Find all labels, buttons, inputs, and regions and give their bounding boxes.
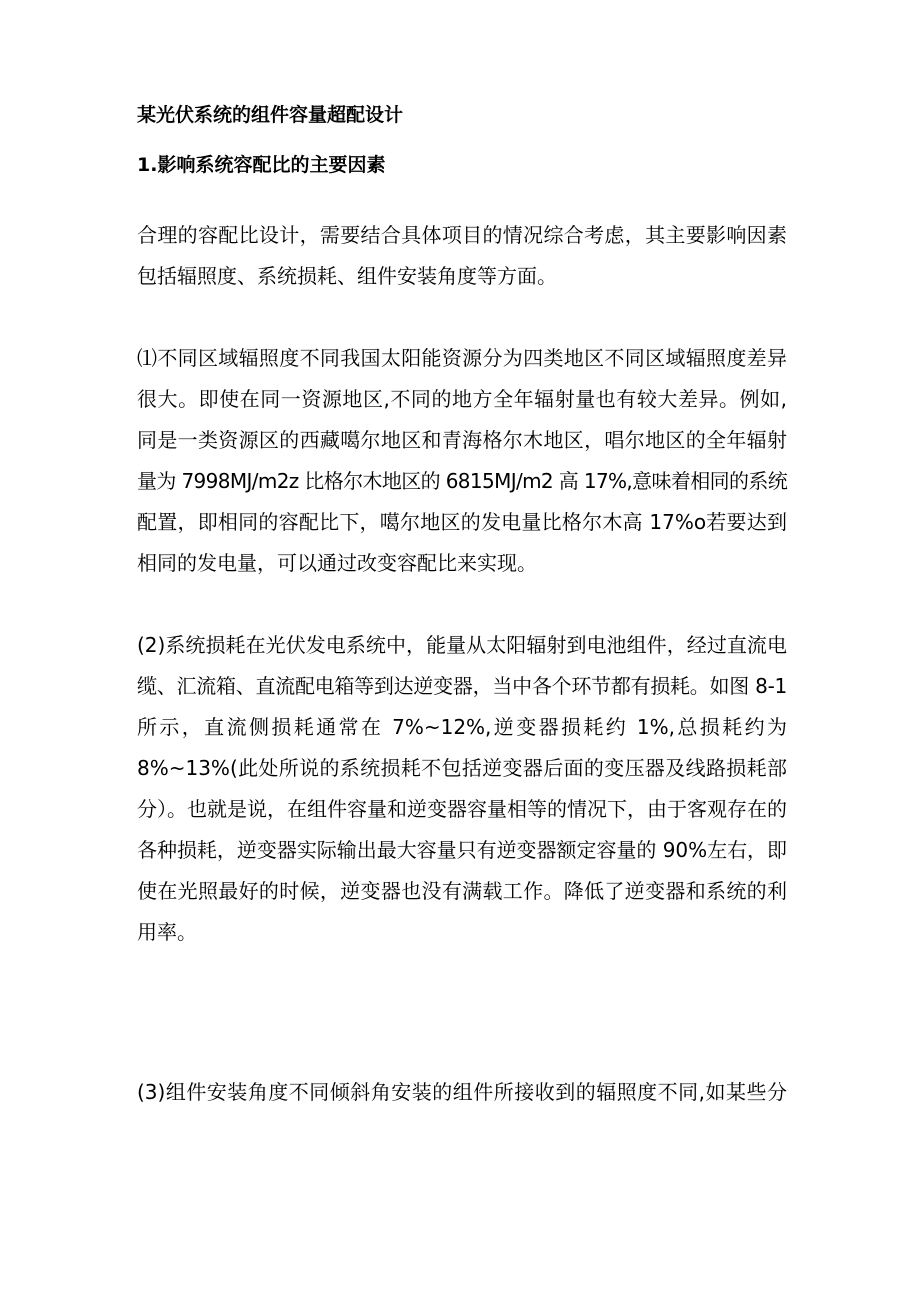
paragraph-line: 使在光照最好的时候，逆变器也没有满载工作。降低了逆变器和系统的利 — [137, 879, 787, 903]
paragraph-line: 配置，即相同的容配比下，噶尔地区的发电量比格尔木高 17%o若要达到 — [137, 510, 787, 534]
paragraph-line: 用率。 — [137, 920, 197, 944]
paragraph-line: 包括辐照度、系统损耗、组件安装角度等方面。 — [137, 264, 557, 288]
paragraph-line: 相同的发电量，可以通过改变容配比来实现。 — [137, 551, 537, 575]
paragraph-line: 缆、汇流箱、直流配电箱等到达逆变器，当中各个环节都有损耗。如图 8-1 — [137, 674, 788, 698]
paragraph-line: 很大。即使在同一资源地区,不同的地方全年辐射量也有较大差异。例如, — [137, 387, 787, 411]
paragraph-line: (3)组件安装角度不同倾斜角安装的组件所接收到的辐照度不同,如某些分 — [137, 1080, 787, 1104]
paragraph-line: 8%~13%(此处所说的系统损耗不包括逆变器后面的变压器及线路损耗部 — [137, 756, 787, 780]
paragraph-line: ⑴不同区域辐照度不同我国太阳能资源分为四类地区不同区域辐照度差异 — [137, 346, 787, 370]
paragraph-line: 所示，直流侧损耗通常在 7%~12%,逆变器损耗约 1%,总损耗约为 — [137, 715, 787, 739]
section-heading: 1.影响系统容配比的主要因素 — [137, 154, 386, 176]
paragraph-line: 合理的容配比设计，需要结合具体项目的情况综合考虑，其主要影响因素 — [137, 223, 787, 247]
paragraph-line: 同是一类资源区的西藏噶尔地区和青海格尔木地区，唱尔地区的全年辐射 — [137, 428, 787, 452]
factor-1-paragraph — [137, 338, 787, 584]
paragraph-line: 分）。也就是说，在组件容量和逆变器容量相等的情况下，由于客观存在的 — [137, 797, 787, 821]
document-title: 某光伏系统的组件容量超配设计 — [137, 104, 404, 126]
paragraph-line: (2)系统损耗在光伏发电系统中，能量从太阳辐射到电池组件，经过直流电 — [137, 633, 787, 657]
intro-paragraph — [137, 215, 787, 297]
paragraph-line: 各种损耗，逆变器实际输出最大容量只有逆变器额定容量的 90%左右，即 — [137, 838, 787, 862]
factor-2-paragraph — [137, 625, 787, 953]
factor-3-paragraph — [137, 1072, 787, 1113]
paragraph-line: 量为 7998MJ/m2z 比格尔木地区的 6815MJ/m2 高 17%,意味着相同的系统 — [137, 469, 788, 493]
